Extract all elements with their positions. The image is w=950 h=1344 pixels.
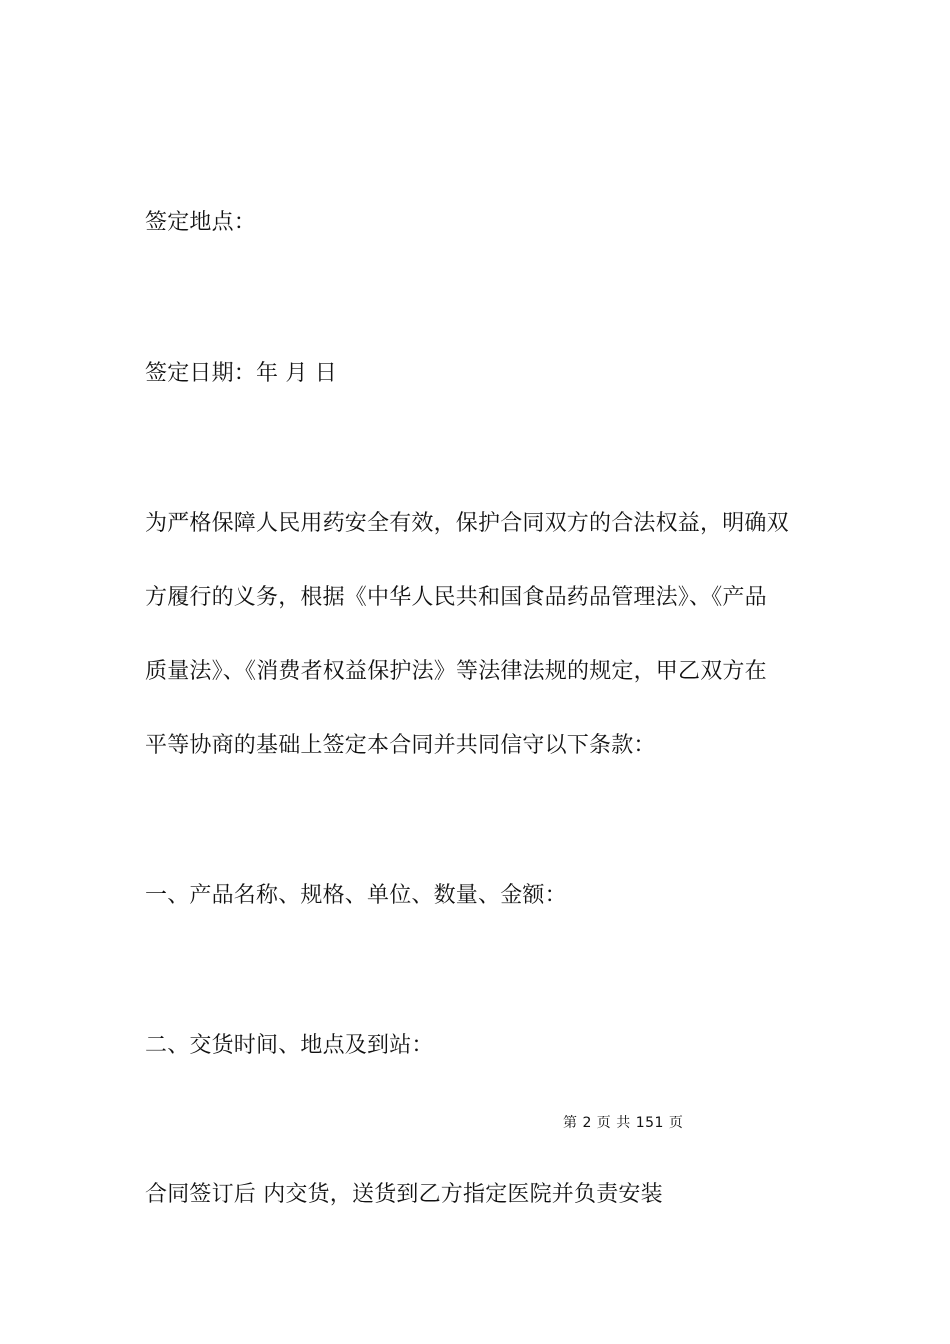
- preamble-line-1: 为严格保障人民用药安全有效，保护合同双方的合法权益，明确双: [145, 511, 789, 536]
- preamble-line-3: 质量法》、《消费者权益保护法》等法律法规的规定，甲乙双方在: [145, 659, 767, 684]
- section-1-heading: 一、产品名称、规格、单位、数量、金额：: [145, 883, 567, 908]
- section-2-heading: 二、交货时间、地点及到站：: [145, 1033, 434, 1058]
- page-number-footer: 第 2 页 共 151 页: [563, 1115, 684, 1131]
- preamble-line-4: 平等协商的基础上签定本合同并共同信守以下条款：: [145, 733, 656, 758]
- signing-place-label: 签定地点：: [145, 210, 257, 235]
- preamble-line-2: 方履行的义务，根据《中华人民共和国食品药品管理法》、《产品: [145, 585, 767, 610]
- delivery-text: 合同签订后 内交货，送货到乙方指定医院并负责安装: [145, 1182, 663, 1207]
- signing-date-label: 签定日期：年 月 日: [145, 361, 337, 386]
